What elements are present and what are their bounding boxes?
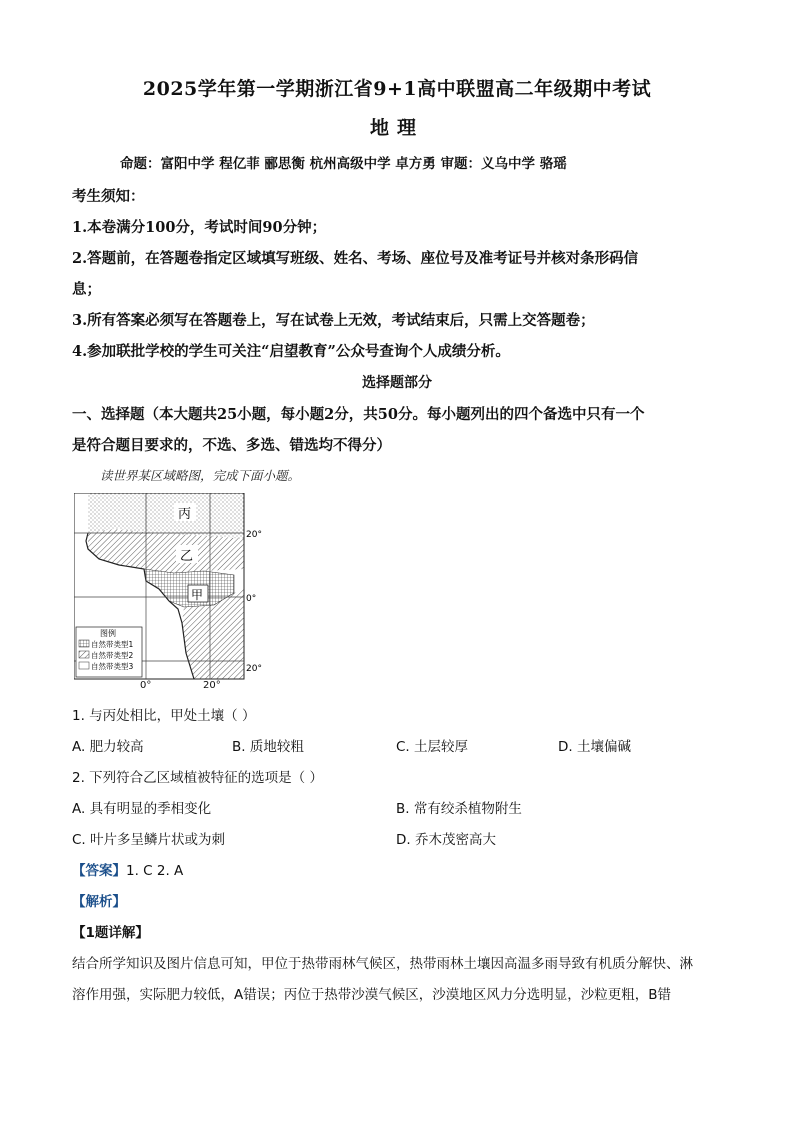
map-label-yi: 乙 [180,549,194,564]
question-1-stem: 1. 与丙处相比，甲处土壤（ ） [72,708,256,724]
analysis-line-2: 溶作用强，实际肥力较低，A错误；丙位于热带沙漠气候区，沙漠地区风力分选明显，沙粒更粗，B错 [72,987,671,1003]
question-1-option-d: D. 土壤偏碱 [558,739,631,755]
question-2-option-c: C. 叶片多呈鳞片状或为刺 [72,832,226,848]
legend-title: 图例 [100,629,116,638]
lon-label-20: 20° [203,680,221,691]
map-label-jia: 甲 [191,588,204,602]
lat-label-n20: 20° [246,530,262,540]
answer-line [72,859,183,879]
section-heading-line1: 一、选择题（本大题共25小题，每小题2分，共50分。每小题列出的四个备选中只有一个 [72,406,645,423]
notice-item-1: 1.本卷满分100分，考试时间90分钟； [72,219,327,236]
subject-title: 地理 [369,117,424,139]
legend-item-1: 自然带类型1 [91,640,134,649]
question-1-option-a: A. 肥力较高 [72,739,144,755]
answer-label: 【答案】 [72,863,126,879]
exam-title: 2025学年第一学期浙江省9+1高中联盟高二年级期中考试 [142,78,652,100]
lat-label-0: 0° [246,594,257,604]
notice-item-4: 4.参加联批学校的学生可关注“启望教育”公众号查询个人成绩分析。 [72,343,510,360]
question-1-option-c: C. 土层较厚 [396,739,469,755]
question-2-option-d: D. 乔木茂密高大 [396,832,496,848]
lat-label-s20: 20° [246,664,262,674]
notice-item-3: 3.所有答案必须写在答题卷上，写在试卷上无效，考试结束后，只需上交答题卷； [72,312,595,329]
lon-label-0: 0° [140,680,152,691]
question-2-option-b: B. 常有绞杀植物附生 [396,801,522,817]
question-2-stem: 2. 下列符合乙区域植被特征的选项是（ ） [72,770,323,786]
section-title: 选择题部分 [362,375,432,391]
question-2-option-a: A. 具有明显的季相变化 [72,801,212,817]
notice-item-2-cont: 息； [72,281,101,298]
legend-item-3: 自然带类型3 [91,662,134,671]
answer-values: 1. C 2. A [126,863,184,879]
region-map [74,493,274,683]
notice-item-2: 2.答题前，在答题卷指定区域填写班级、姓名、考场、座位号及准考证号并核对条形码信 [72,250,639,267]
legend-item-2: 自然带类型2 [91,651,134,660]
section-heading-line2: 是符合题目要求的，不选、多选、错选均不得分） [72,437,391,454]
map-intro: 读世界某区域略图，完成下面小题。 [100,468,301,483]
question-1-option-b: B. 质地较粗 [232,739,304,755]
notice-heading: 考生须知： [72,188,145,205]
authors-line: 命题：富阳中学 程亿菲 郦思衡 杭州高级中学 卓方勇 审题：义乌中学 骆瑶 [120,156,567,172]
analysis-label: 【解析】 [72,894,126,910]
analysis-line-1: 结合所学知识及图片信息可知，甲位于热带雨林气候区，热带雨林土壤因高温多雨导致有机质分解快、淋 [72,956,693,972]
detail-label: 【1题详解】 [72,925,149,941]
map-label-bing: 丙 [178,507,192,522]
